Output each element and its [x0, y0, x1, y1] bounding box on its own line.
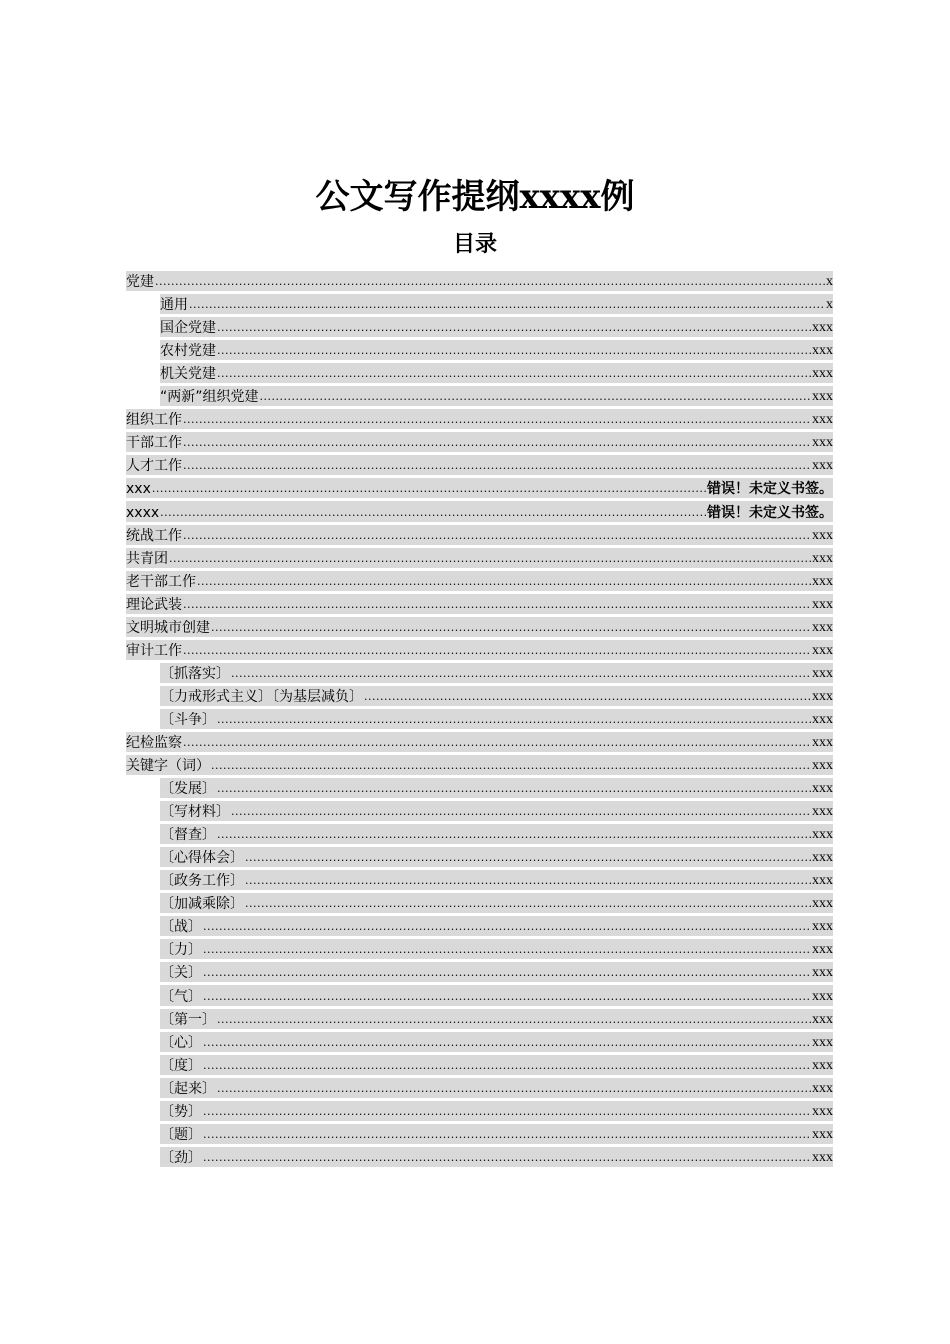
toc-entry-title: 组织工作: [126, 412, 182, 429]
toc-entry-title: 〔发展〕: [160, 781, 216, 798]
dot-leader: [203, 964, 811, 982]
toc-entry[interactable]: [126, 892, 833, 915]
toc-entry-line: [160, 385, 833, 408]
toc-entry[interactable]: [126, 293, 833, 316]
toc-entry-page: xxx: [812, 1011, 833, 1027]
toc-entry-line: [160, 1123, 833, 1146]
toc-entry-title: 通用: [160, 297, 188, 314]
toc-entry-page: xxx: [812, 596, 833, 612]
toc-entry-line: [126, 570, 833, 593]
dot-leader: [203, 918, 811, 936]
toc-entry-page: xxx: [812, 665, 833, 681]
toc-entry[interactable]: [126, 570, 833, 593]
toc-entry-title: 〔政务工作〕: [160, 873, 244, 890]
toc-entry-title: 机关党建: [160, 366, 216, 383]
toc-heading: 目录: [452, 231, 497, 257]
toc-entry-line: [160, 1008, 833, 1031]
toc-entry-title: 〔心〕: [160, 1034, 202, 1051]
toc-entry-title: 农村党建: [160, 343, 216, 360]
toc-entry-line: [160, 1077, 833, 1100]
toc-entry-title: 人才工作: [126, 458, 182, 475]
toc-entry[interactable]: [126, 339, 833, 362]
toc-entry-line: [126, 500, 833, 523]
toc-entry-page: xxx: [812, 873, 833, 889]
dot-leader: [183, 642, 811, 660]
toc-entry[interactable]: [126, 1008, 833, 1031]
toc-entry-page: xxx: [812, 619, 833, 635]
document-title: 公文写作提纲xxxx例: [315, 177, 635, 217]
toc-entry-title: 〔起来〕: [160, 1080, 216, 1097]
dot-leader: [211, 757, 811, 775]
toc-entry-title: 审计工作: [126, 642, 182, 659]
toc-entry-line: [160, 777, 833, 800]
toc-entry[interactable]: [126, 1077, 833, 1100]
toc-entry-line: [160, 362, 833, 385]
toc-entry[interactable]: [126, 639, 833, 662]
toc-entry[interactable]: [126, 1031, 833, 1054]
toc-entry-line: [160, 961, 833, 984]
dot-leader: [231, 665, 811, 683]
toc-entry[interactable]: [126, 1054, 833, 1077]
dot-leader: [203, 988, 811, 1006]
toc-entry[interactable]: [126, 431, 833, 454]
toc-entry-line: [160, 685, 833, 708]
toc-entry-title: 纪检监察: [126, 734, 182, 751]
toc-entry-line: [160, 892, 833, 915]
toc-entry-title: 〔劲〕: [160, 1149, 202, 1166]
dot-leader: [183, 411, 811, 429]
toc-entry-page: xxx: [812, 758, 833, 774]
toc-entry-line: [126, 547, 833, 570]
toc-entry-page: xxx: [812, 850, 833, 866]
toc-entry-page: xxx: [812, 896, 833, 912]
toc-entry-line: [126, 754, 833, 777]
toc-entry-page: xxx: [812, 988, 833, 1004]
dot-leader: [260, 388, 811, 406]
dot-leader: [197, 573, 811, 591]
toc-entry-page: xxx: [812, 942, 833, 958]
dot-leader: [217, 780, 811, 798]
toc-entry-page: x: [826, 274, 833, 290]
toc-entry-line: [160, 1031, 833, 1054]
toc-entry-title: 文明城市创建: [126, 619, 210, 636]
toc-entry[interactable]: [126, 984, 833, 1007]
toc-entry[interactable]: [126, 938, 833, 961]
dot-leader: [217, 1080, 811, 1098]
toc-entry[interactable]: [126, 1123, 833, 1146]
toc-entry-line: [160, 1146, 833, 1169]
toc-entry-page: xxx: [812, 1126, 833, 1142]
toc-entry-line: [126, 593, 833, 616]
toc-entry-title: 〔第一〕: [160, 1011, 216, 1028]
dot-leader: [245, 872, 811, 890]
dot-leader: [160, 504, 706, 522]
dot-leader: [203, 1057, 811, 1075]
toc-entry-page: xxx: [812, 1149, 833, 1165]
toc-entry-page: xxx: [812, 804, 833, 820]
toc-entry-line: [126, 616, 833, 639]
toc-entry-title: 统战工作: [126, 527, 182, 544]
toc-entry[interactable]: [126, 754, 833, 777]
toc-entry-page: xxx: [812, 550, 833, 566]
dot-leader: [364, 688, 811, 706]
toc-entry[interactable]: [126, 1146, 833, 1169]
toc-entry[interactable]: [126, 915, 833, 938]
toc-entry-line: [126, 431, 833, 454]
toc-entry-page: x: [826, 297, 833, 313]
dot-leader: [217, 1011, 811, 1029]
toc-entry[interactable]: [126, 1100, 833, 1123]
toc-entry-title: 〔战〕: [160, 919, 202, 936]
toc-entry-page: xxx: [812, 919, 833, 935]
dot-leader: [203, 1103, 811, 1121]
toc-entry-title: 〔力戒形式主义〕〔为基层减负〕: [160, 688, 363, 705]
toc-entry-title: 〔心得体会〕: [160, 850, 244, 867]
toc-entry[interactable]: [126, 593, 833, 616]
toc-entry-line: [160, 915, 833, 938]
toc-entry-line: [126, 454, 833, 477]
toc-entry-page: xxx: [812, 781, 833, 797]
toc-entry-line: [160, 800, 833, 823]
toc-entry[interactable]: [126, 362, 833, 385]
toc-entry-page: xxx: [812, 642, 833, 658]
toc-entry-page: xxx: [812, 458, 833, 474]
toc-entry-title: 国企党建: [160, 320, 216, 337]
toc-entry-title: 〔督查〕: [160, 827, 216, 844]
toc-entry-title: 〔加减乘除〕: [160, 896, 244, 913]
dot-leader: [189, 296, 825, 314]
dot-leader: [245, 895, 811, 913]
toc-entry-line: [126, 408, 833, 431]
toc-entry-page: xxx: [812, 412, 833, 428]
toc-entry-title: 党建: [126, 274, 154, 291]
toc-entry-title: 理论武装: [126, 596, 182, 613]
toc-entry-title: xxx: [126, 481, 151, 498]
dot-leader: [245, 849, 811, 867]
toc-entry[interactable]: [126, 500, 833, 523]
toc-entry-page: xxx: [812, 827, 833, 843]
toc-entry-title: 〔关〕: [160, 965, 202, 982]
toc-entry-page: xxx: [812, 320, 833, 336]
toc-entry-line: [160, 316, 833, 339]
toc-entry-line: [160, 708, 833, 731]
dot-leader: [203, 941, 811, 959]
toc-entry[interactable]: [126, 547, 833, 570]
toc-entry-page: xxx: [812, 1057, 833, 1073]
toc-entry[interactable]: [126, 385, 833, 408]
dot-leader: [183, 734, 811, 752]
dot-leader: [152, 480, 706, 498]
toc-entry[interactable]: [126, 454, 833, 477]
toc-entry[interactable]: [126, 869, 833, 892]
toc-entry-title: “两新”组织党建: [160, 389, 259, 406]
toc-entry[interactable]: [126, 316, 833, 339]
toc-entry-line: [160, 339, 833, 362]
toc-entry-page: xxx: [812, 734, 833, 750]
toc-entry-title: 〔写材料〕: [160, 804, 230, 821]
toc-entry-title: 共青团: [126, 550, 168, 567]
toc-entry-page: xxx: [812, 688, 833, 704]
toc-entry-title: 〔抓落实〕: [160, 665, 230, 682]
toc-entry[interactable]: [126, 708, 833, 731]
toc-entry-line: [160, 293, 833, 316]
toc-entry-title: 〔气〕: [160, 988, 202, 1005]
toc-entry-title: 关键字（词）: [126, 758, 210, 775]
toc-entry-title: 干部工作: [126, 435, 182, 452]
toc-entry[interactable]: [126, 616, 833, 639]
dot-leader: [217, 342, 811, 360]
toc-entry[interactable]: [126, 800, 833, 823]
toc-entry[interactable]: [126, 662, 833, 685]
toc-entry-line: [160, 984, 833, 1007]
toc-entry-line: [160, 938, 833, 961]
dot-leader: [211, 619, 811, 637]
toc-entry[interactable]: [126, 823, 833, 846]
toc-entry-title: 〔斗争〕: [160, 711, 216, 728]
toc-entry-line: [160, 1054, 833, 1077]
dot-leader: [183, 457, 811, 475]
toc-entry-line: [160, 823, 833, 846]
table-of-contents: [126, 270, 833, 1169]
toc-entry-line: [160, 869, 833, 892]
toc-entry-page: xxx: [812, 1080, 833, 1096]
toc-entry-title: 〔力〕: [160, 942, 202, 959]
toc-entry[interactable]: [126, 270, 833, 293]
toc-entry-page: xxx: [812, 1034, 833, 1050]
dot-leader: [217, 319, 811, 337]
toc-entry[interactable]: [126, 846, 833, 869]
dot-leader: [217, 365, 811, 383]
toc-entry-line: [160, 846, 833, 869]
toc-entry-error: 错误！未定义书签。: [707, 481, 833, 498]
toc-entry-line: [160, 1100, 833, 1123]
dot-leader: [183, 527, 811, 545]
toc-entry-page: xxx: [812, 711, 833, 727]
dot-leader: [183, 596, 811, 614]
toc-entry-line: [126, 524, 833, 547]
toc-entry-title: 老干部工作: [126, 573, 196, 590]
toc-entry-error: 错误！未定义书签。: [707, 504, 833, 521]
toc-entry-page: xxx: [812, 343, 833, 359]
toc-entry-page: xxx: [812, 366, 833, 382]
toc-entry-title: xxxx: [126, 504, 160, 521]
toc-entry-page: xxx: [812, 435, 833, 451]
dot-leader: [203, 1034, 811, 1052]
toc-entry-page: xxx: [812, 965, 833, 981]
toc-entry-page: xxx: [812, 573, 833, 589]
toc-entry-title: 〔势〕: [160, 1103, 202, 1120]
dot-leader: [155, 273, 825, 291]
toc-entry[interactable]: [126, 961, 833, 984]
toc-entry[interactable]: [126, 685, 833, 708]
toc-entry-line: [126, 270, 833, 293]
dot-leader: [217, 711, 811, 729]
toc-entry-title: 〔度〕: [160, 1057, 202, 1074]
toc-entry[interactable]: [126, 524, 833, 547]
dot-leader: [183, 434, 811, 452]
toc-entry-line: [160, 662, 833, 685]
dot-leader: [231, 803, 811, 821]
toc-entry-title: 〔题〕: [160, 1126, 202, 1143]
toc-entry[interactable]: [126, 777, 833, 800]
dot-leader: [169, 550, 811, 568]
dot-leader: [203, 1149, 811, 1167]
toc-entry-line: [126, 639, 833, 662]
toc-entry-page: xxx: [812, 1103, 833, 1119]
toc-entry-line: [126, 477, 833, 500]
toc-entry-line: [126, 731, 833, 754]
toc-entry[interactable]: [126, 477, 833, 500]
toc-entry-page: xxx: [812, 389, 833, 405]
toc-entry-page: xxx: [812, 527, 833, 543]
toc-entry[interactable]: [126, 731, 833, 754]
dot-leader: [217, 826, 811, 844]
toc-entry[interactable]: [126, 408, 833, 431]
dot-leader: [203, 1126, 811, 1144]
